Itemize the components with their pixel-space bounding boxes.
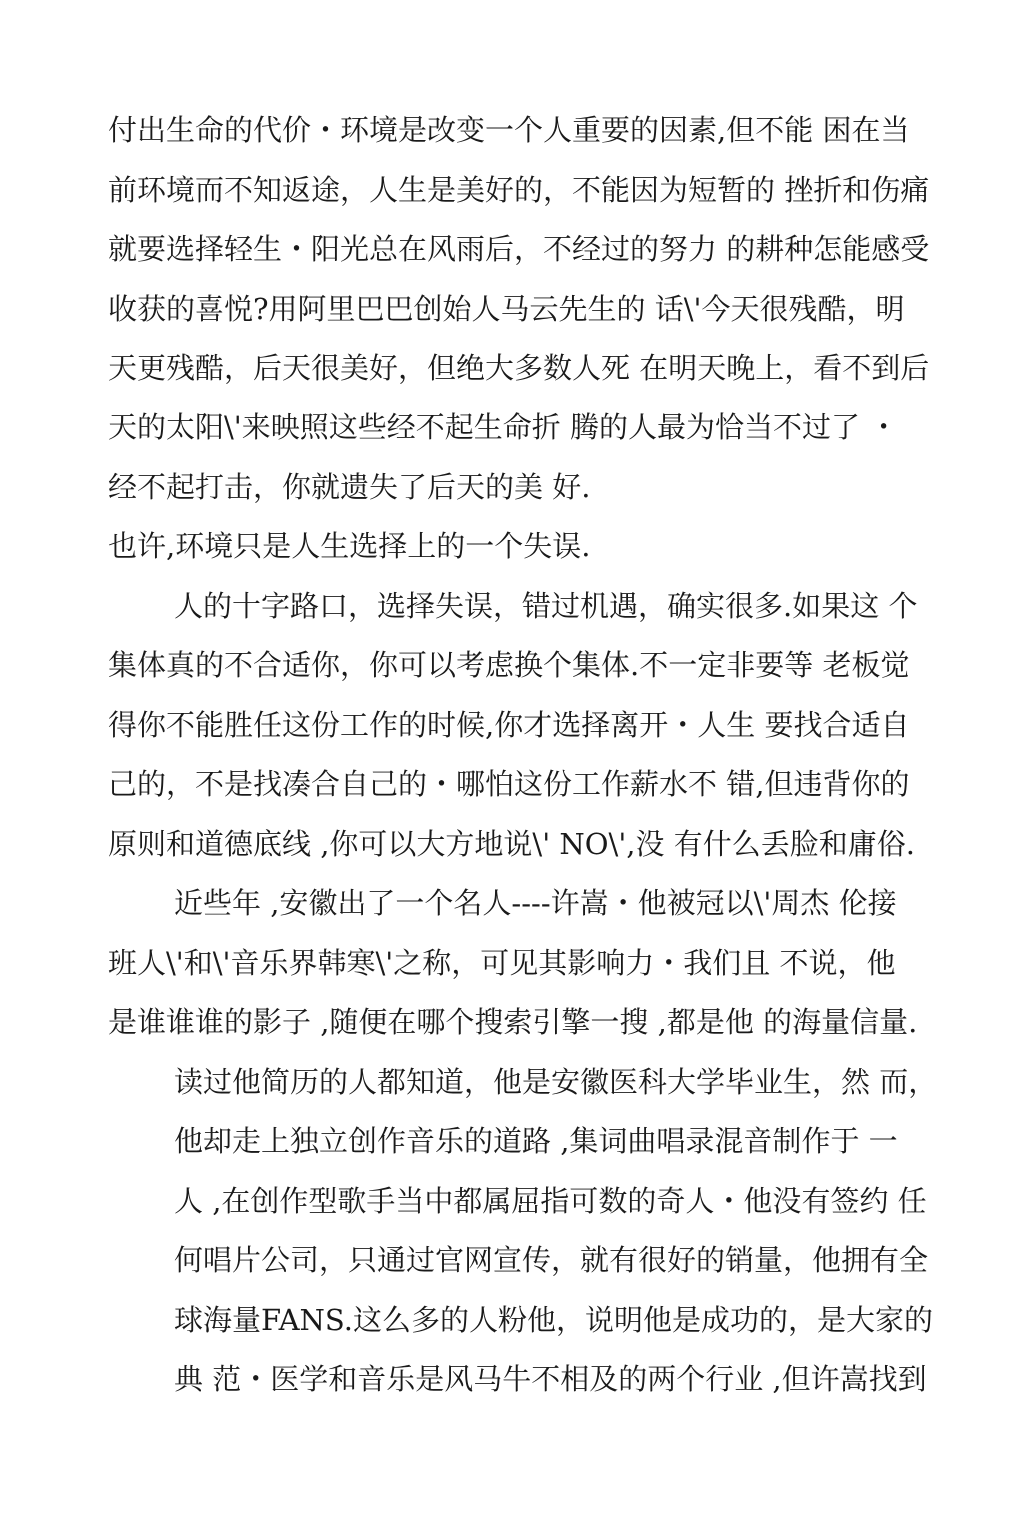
text-line: 近些年 ,安徽出了一个名人----许嵩・他被冠以\'周杰 伦接 [174,886,897,920]
text-line: 也许,环境只是人生选择上的一个失误. [108,529,591,563]
text-line: 球海量FANS.这么多的人粉他，说明他是成功的，是大家的 [174,1303,933,1337]
text-line: 何唱片公司，只通过官网宣传，就有很好的销量，他拥有全 [174,1243,929,1277]
text-line: 收获的喜悦?用阿里巴巴创始人马云先生的 话\'今天很残酷，明 [108,292,905,326]
text-line: 是谁谁谁的影子 ,随便在哪个搜索引擎一搜 ,都是他 的海量信量. [108,1005,918,1039]
text-line: 付出生命的代价・环境是改变一个人重要的因素,但不能 困在当 [108,113,910,147]
text-line: 原则和道德底线 ,你可以大方地说\' NO\',没 有什么丢脸和庸俗. [108,827,915,861]
text-line: 己的，不是找凑合自己的・哪怕这份工作薪水不 错,但违背你的 [108,767,910,801]
text-line: 集体真的不合适你，你可以考虑换个集体.不一定非要等 老板觉 [108,648,910,682]
text-line: 班人\'和\'音乐界韩寒\'之称，可见其影响力・我们且 不说，他 [108,946,896,980]
text-line: 前环境而不知返途，人生是美好的，不能因为短暂的 挫折和伤痛 [108,173,930,207]
text-line: 人的十字路口，选择失误，错过机遇，确实很多.如果这 个 [174,589,918,623]
text-line: 得你不能胜任这份工作的时候,你才选择离开・人生 要找合适自 [108,708,910,742]
text-line: 人 ,在创作型歌手当中都属屈指可数的奇人・他没有签约 任 [174,1184,927,1218]
text-line: 读过他简历的人都知道，他是安徽医科大学毕业生，然 而， [174,1065,938,1099]
text-line: 天的太阳\'来映照这些经不起生命折 腾的人最为恰当不过了 ・ [108,410,899,444]
text-line: 就要选择轻生・阳光总在风雨后，不经过的努力 的耕种怎能感受 [108,232,930,266]
text-line: 典 范・医学和音乐是风马牛不相及的两个行业 ,但许嵩找到 [174,1362,927,1396]
text-line: 经不起打击，你就遗失了后天的美 好. [108,470,591,504]
text-line: 他却走上独立创作音乐的道路 ,集词曲唱录混音制作于 一 [174,1124,898,1158]
text-line: 天更残酷，后天很美好，但绝大多数人死 在明天晚上，看不到后 [108,351,930,385]
